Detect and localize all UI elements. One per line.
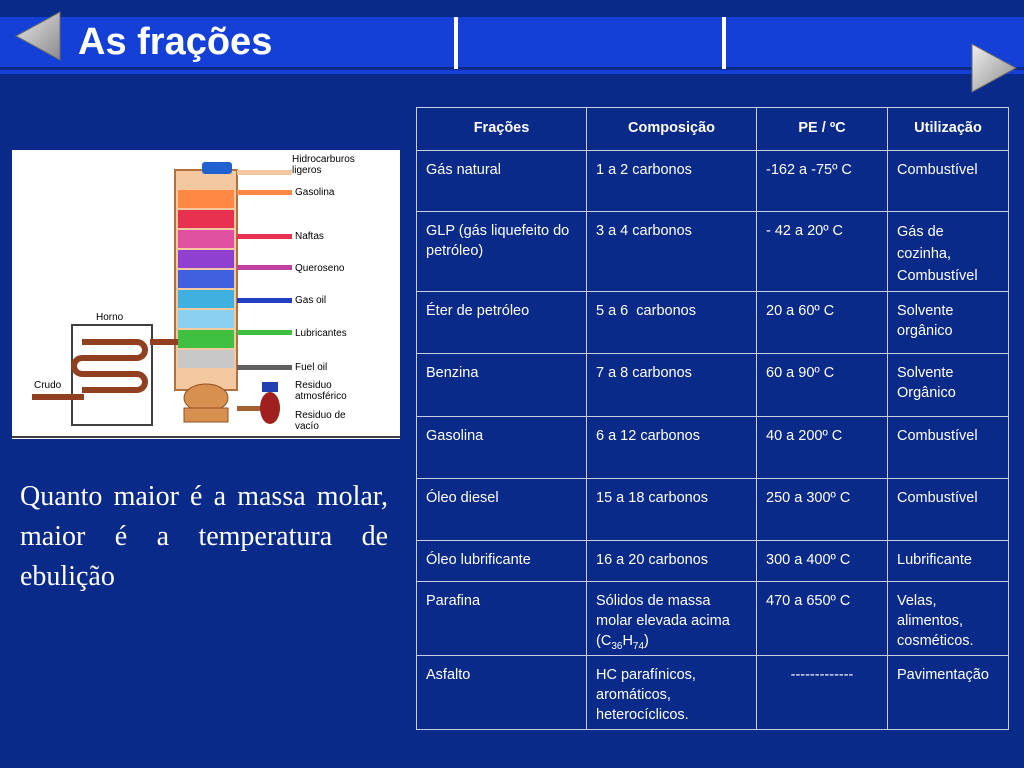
table-cell: Asfalto: [417, 656, 587, 730]
diagram-label: Lubricantes: [295, 328, 347, 339]
table-header-row: [417, 108, 1009, 151]
header-cell: Utilização: [888, 108, 1009, 151]
body-text: Quanto maior é a massa molar, maior é a temperatura de ebulição: [20, 481, 388, 592]
table-cell: Combustível: [888, 417, 1009, 479]
table-row: [417, 354, 1009, 417]
table-cell: Éter de petróleo: [417, 292, 587, 354]
table-cell: -162 a -75º C: [757, 151, 888, 212]
table-cell: Solvente Orgânico: [888, 354, 1009, 417]
formula-subscript: 36: [611, 640, 623, 652]
table-row: [417, 292, 1009, 354]
distillation-diagram: [12, 150, 400, 439]
table-cell: GLP (gás liquefeito do petróleo): [417, 212, 587, 292]
table-cell: Pavimentação: [888, 656, 1009, 730]
title-underline: [0, 70, 1024, 74]
table-row: [417, 479, 1009, 541]
slide-title: As frações: [78, 21, 273, 63]
table-cell: 470 a 650º C: [757, 582, 888, 656]
diagram-label: Naftas: [295, 231, 324, 242]
diagram-label: Horno: [96, 312, 124, 323]
table-row: [417, 541, 1009, 582]
table-cell: -------------: [757, 656, 888, 730]
table-cell: Óleo diesel: [417, 479, 587, 541]
table-row: [417, 151, 1009, 212]
table-cell: 16 a 20 carbonos: [587, 541, 757, 582]
table-cell: 40 a 200º C: [757, 417, 888, 479]
diagram-label: Crudo: [34, 380, 62, 391]
diagram-label: atmosférico: [295, 391, 347, 402]
table-cell: 3 a 4 carbonos: [587, 212, 757, 292]
table-cell: HC parafínicos, aromáticos, heterocíclicos.: [587, 656, 757, 730]
diagram-label: Residuo de: [295, 410, 346, 421]
cell-text: Sólidos de massa molar elevada acima (C: [596, 593, 730, 649]
diagram-label: Hidrocarburos: [292, 154, 355, 165]
header-cell: PE / ºC: [757, 108, 888, 151]
table-cell: - 42 a 20º C: [757, 212, 888, 292]
table-cell: Benzina: [417, 354, 587, 417]
table-cell: 7 a 8 carbonos: [587, 354, 757, 417]
formula-subscript: 74: [632, 640, 645, 652]
table-cell: Lubrificante: [888, 541, 1009, 582]
table-cell: Gás de cozinha, Combustível: [888, 212, 1009, 292]
title-divider: [722, 17, 726, 69]
header-cell: Frações: [417, 108, 587, 151]
diagram-label: Gasolina: [295, 187, 335, 198]
diagram-label: vacío: [295, 421, 319, 432]
next-slide-arrow-icon[interactable]: [970, 42, 1018, 94]
title-divider: [454, 17, 458, 69]
formula-paren: ): [644, 633, 649, 649]
diagram-label: Queroseno: [295, 263, 345, 274]
previous-slide-arrow-icon[interactable]: [14, 10, 62, 62]
table-cell: Parafina: [417, 582, 587, 656]
table-cell: 250 a 300º C: [757, 479, 888, 541]
fractions-table: [416, 107, 1009, 730]
formula-element: H: [622, 633, 633, 649]
table-cell: 5 a 6 carbonos: [587, 292, 757, 354]
table-cell: 60 a 90º C: [757, 354, 888, 417]
table-cell: 15 a 18 carbonos: [587, 479, 757, 541]
diagram-label: ligeros: [292, 165, 322, 176]
table-cell: 1 a 2 carbonos: [587, 151, 757, 212]
diagram-label: Fuel oil: [295, 362, 328, 373]
table-cell: 300 a 400º C: [757, 541, 888, 582]
table-cell: Gasolina: [417, 417, 587, 479]
table-row: [417, 656, 1009, 730]
table-row: [417, 417, 1009, 479]
header-cell: Composição: [587, 108, 757, 151]
table-cell: Óleo lubrificante: [417, 541, 587, 582]
diagram-label: Residuo: [295, 380, 332, 391]
table-cell: Combustível: [888, 151, 1009, 212]
diagram-label: Gas oil: [295, 295, 327, 306]
table-cell: Combustível: [888, 479, 1009, 541]
table-cell: 20 a 60º C: [757, 292, 888, 354]
table-cell: Gás natural: [417, 151, 587, 212]
table-row: [417, 582, 1009, 656]
table-cell: 6 a 12 carbonos: [587, 417, 757, 479]
table-cell: [587, 582, 757, 656]
table-row: [417, 212, 1009, 292]
table-cell: Velas, alimentos, cosméticos.: [888, 582, 1009, 656]
table-cell: Solvente orgânico: [888, 292, 1009, 354]
